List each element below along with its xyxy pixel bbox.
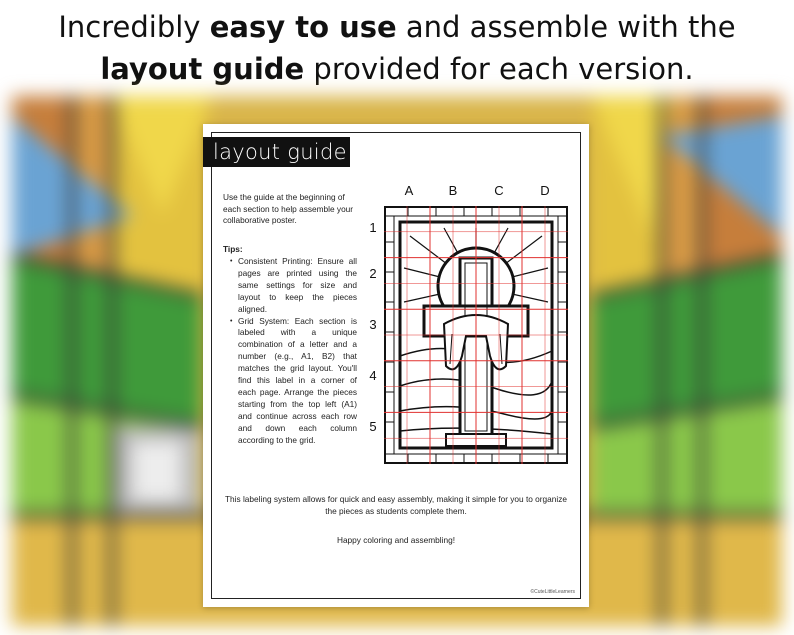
headline-text: and assemble with the [396,10,736,44]
headline-text: Incredibly [58,10,210,44]
tip-item: • Grid System: Each section is labeled with a unique combination of a letter and a number (e.g., A1, B2) that matches the grid layout. You'll find this label in a corner of each page. Arrange the pieces starting from the top left (A1) and continue across each row and down each column according to the grid. [231,316,357,447]
grid-row-label-1: 1 [369,220,377,235]
headline-bold: easy to use [209,10,397,44]
headline-text: provided for each version. [304,52,694,86]
copyright-text: ©CuteLittleLearners [530,589,575,595]
stained-glass-cross-artwork [384,206,568,464]
grid-row-label-5: 5 [369,419,377,434]
headline-line-2 [0,48,794,90]
grid-column-label-a: A [404,183,414,198]
grid-row-label-2: 2 [369,266,377,281]
tips-heading: Tips: [223,244,243,254]
tips-list [231,256,357,447]
closing-text: This labeling system allows for quick and easy assembly, making it simple for you to organize the pieces as students complete them. [224,494,567,516]
closing-sign-off: Happy coloring and assembling! [336,535,456,545]
grid-column-label-b: B [448,183,458,198]
intro-text: Use the guide at the beginning of each section to help assemble your collaborative poster. [223,192,354,226]
grid-row-label-3: 3 [369,317,377,332]
grid-row-label-4: 4 [369,368,377,383]
sheet-title: layout guide [203,137,350,167]
grid-column-label-d: D [540,183,550,198]
grid-column-label-c: C [494,183,504,198]
layout-guide-sheet [203,124,589,607]
tip-item: • Consistent Printing: Ensure all pages are printed using the same settings for size and layout to keep the pieces aligned. [231,256,357,316]
headline-bold: layout guide [100,52,305,86]
headline-line-1 [0,6,794,48]
headline [0,0,794,96]
